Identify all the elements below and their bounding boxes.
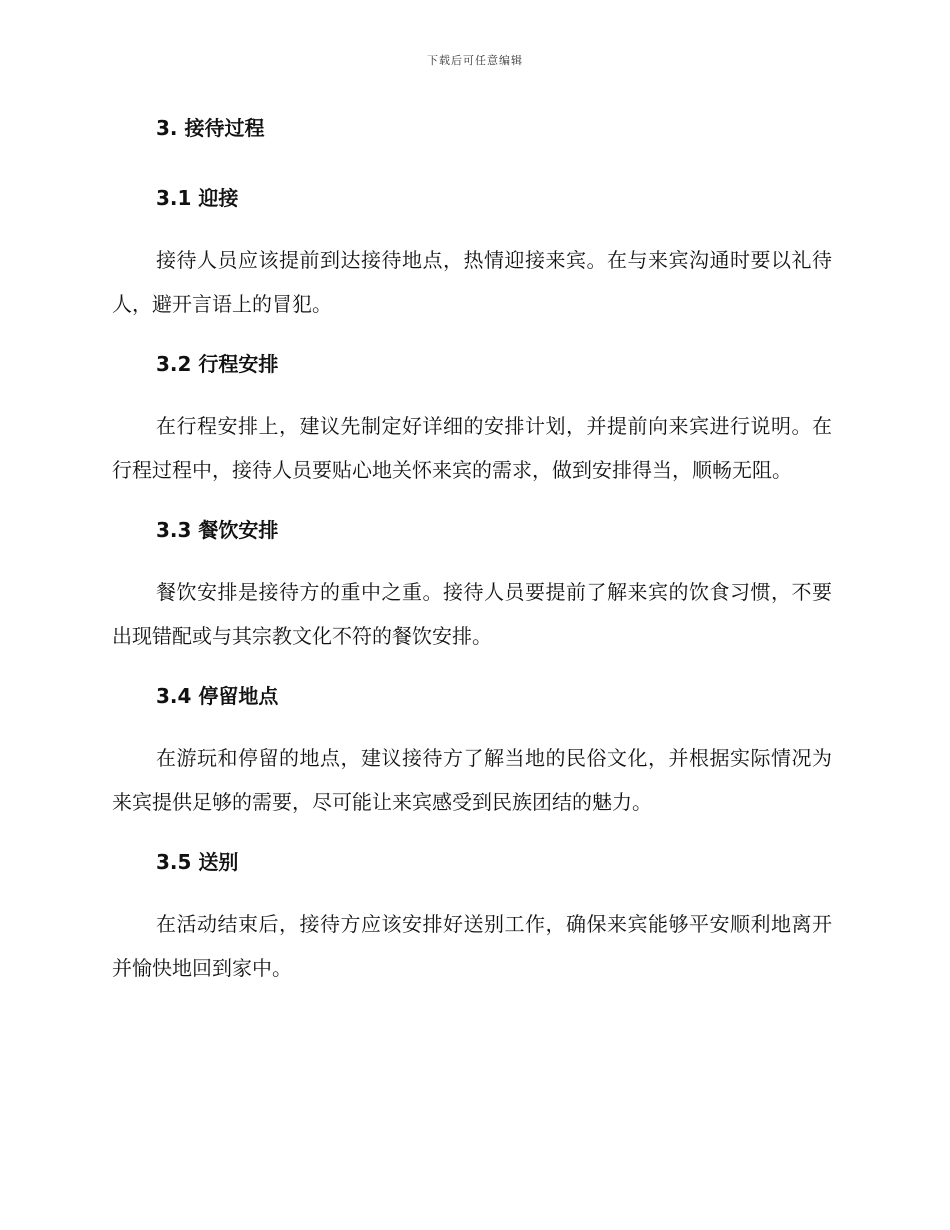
section-title: 3. 接待过程 bbox=[156, 116, 265, 140]
subsection-text-dining: 餐饮安排是接待方的重中之重。接待人员要提前了解来宾的饮食习惯，不要出现错配或与其宗教文化不符的餐饮安排。 bbox=[112, 580, 832, 648]
document-body bbox=[112, 108, 832, 1008]
subsection-text-itinerary: 在行程安排上，建议先制定好详细的安排计划，并提前向来宾进行说明。在行程过程中，接待人员要贴心地关怀来宾的需求，做到安排得当，顺畅无阻。 bbox=[112, 414, 832, 482]
page-header-note: 下载后可任意编辑 bbox=[427, 54, 523, 67]
subsection-title-dining: 3.3 餐饮安排 bbox=[156, 518, 279, 542]
subsection-text-stay-location: 在游玩和停留的地点，建议接待方了解当地的民俗文化，并根据实际情况为来宾提供足够的需要，尽可能让来宾感受到民族团结的魅力。 bbox=[112, 746, 832, 814]
subsection-title-stay-location: 3.4 停留地点 bbox=[156, 684, 279, 708]
subsection-text-welcome: 接待人员应该提前到达接待地点，热情迎接来宾。在与来宾沟通时要以礼待人，避开言语上的冒犯。 bbox=[112, 248, 832, 316]
subsection-title-welcome: 3.1 迎接 bbox=[156, 186, 239, 210]
subsection-text-farewell: 在活动结束后，接待方应该安排好送别工作，确保来宾能够平安顺利地离开并愉快地回到家中。 bbox=[112, 912, 832, 980]
subsection-title-farewell: 3.5 送别 bbox=[156, 850, 239, 874]
subsection-title-itinerary: 3.2 行程安排 bbox=[156, 352, 279, 376]
